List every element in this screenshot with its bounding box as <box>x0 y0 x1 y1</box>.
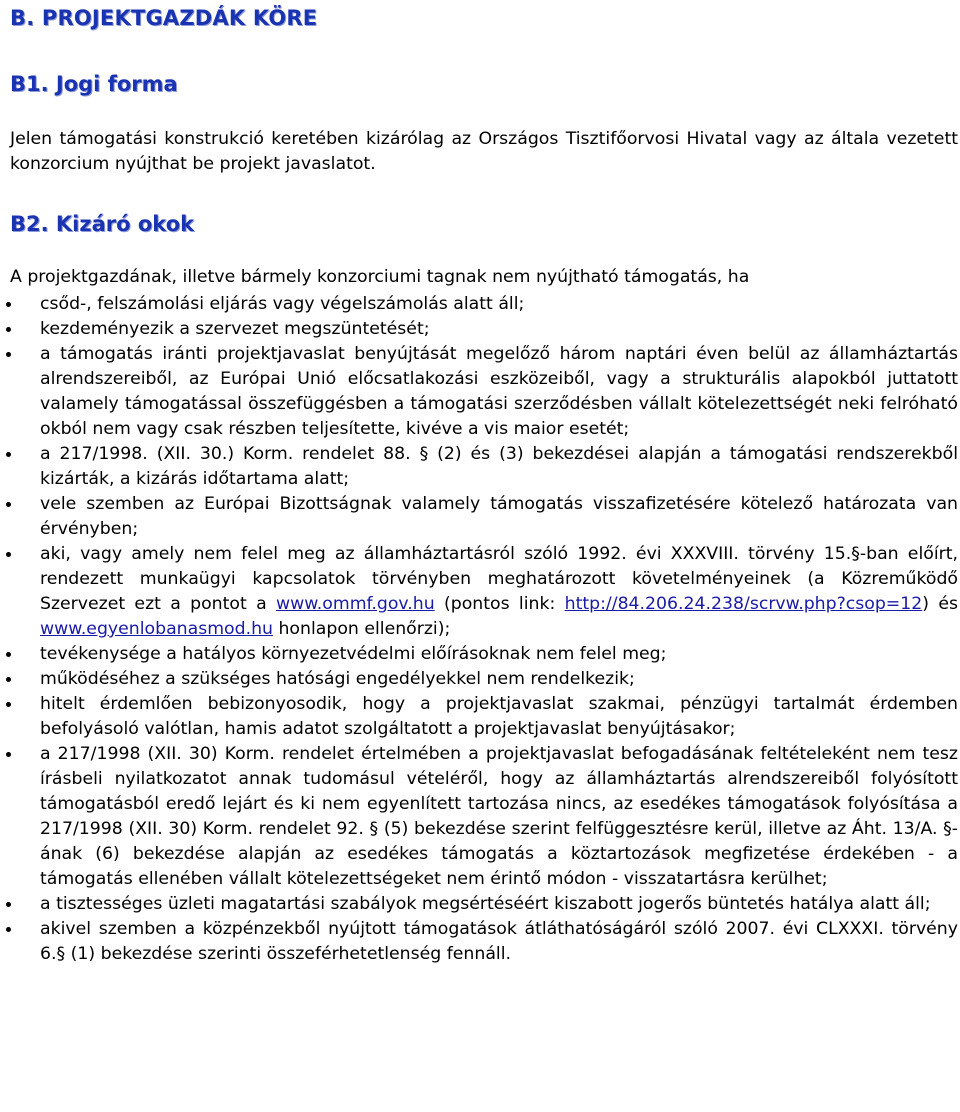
list-item-text: csőd-, felszámolási eljárás vagy végelszámolás alatt áll; <box>40 294 525 314</box>
exclusion-list <box>0 292 958 967</box>
bullet-icon <box>6 642 12 667</box>
list-item-text-part: honlapon ellenőrzi); <box>272 619 451 639</box>
list-item <box>0 292 958 317</box>
heading-kizaro-okok: B2. Kizáró okok <box>10 212 195 236</box>
list-item <box>0 342 958 442</box>
bullet-icon <box>6 742 12 767</box>
egyenlobanasmod-link[interactable]: www.egyenlobanasmod.hu <box>40 619 273 639</box>
list-item <box>0 317 958 342</box>
ommf-link[interactable]: www.ommf.gov.hu <box>275 594 435 614</box>
paragraph-jogi-forma: Jelen támogatási konstrukció keretében kizárólag az Országos Tisztifőorvosi Hivatal vagy az általa vezetett konzorcium nyújthat be projekt javaslatot. <box>10 129 958 174</box>
list-item <box>0 667 958 692</box>
bullet-icon <box>6 492 12 517</box>
list-item-text: akivel szemben a közpénzekből nyújtott támogatások átláthatóságáról szóló 2007. évi CLXXXI. törvény 6.§ (1) bekezdése szerinti összeférhetetlenség fennáll. <box>40 919 958 964</box>
bullet-icon <box>6 342 12 367</box>
list-item <box>0 742 958 892</box>
scrvw-link[interactable]: http://84.206.24.238/scrvw.php?csop=12 <box>564 594 923 614</box>
bullet-icon <box>6 917 12 942</box>
section-title: B. PROJEKTGAZDÁK KÖRE <box>10 6 318 30</box>
list-item-text: a tisztességes üzleti magatartási szabályok megsértéséért kiszabott jogerős büntetés hatálya alatt áll; <box>40 894 931 914</box>
list-item-text: a 217/1998 (XII. 30) Korm. rendelet értelmében a projektjavaslat befogadásának feltételeként nem tesz írásbeli nyilatkozatot annak tudomásul vételéről, hogy az államháztartás alrendszereiből folyósított támogatásból eredő lejárt és ki nem egyenlített tartozása nincs, az esedékes támogatások folyósítása a 217/1998 (XII. 30) Korm. rendelet 92. § (5) bekezdése szerint felfüggesztésre kerül, illetve az Áht. 13/A. §-ának (6) bekezdése alapján az esedékes támogatás a köztartozások megfizetése érdekében - a támogatás ellenében vállalt kötelezettségeket nem érintő módon - visszatartásra kerülhet; <box>40 744 958 889</box>
list-item-text: kezdeményezik a szervezet megszüntetését; <box>40 319 430 339</box>
bullet-icon <box>6 892 12 917</box>
list-item <box>0 642 958 667</box>
list-item <box>0 492 958 542</box>
list-item-text: a támogatás iránti projektjavaslat benyújtását megelőző három naptári éven belül az államháztartás alrendszereiből, az Európai Unió előcsatlakozási eszközeiből, vagy a strukturális alapokból juttatott valamely támogatással összefüggésben a támogatási szerződésben vállalt kötelezettségét neki felróható okból nem vagy csak részben teljesítette, kivéve a vis maior esetét; <box>40 344 958 439</box>
list-item-text: a 217/1998. (XII. 30.) Korm. rendelet 88. § (2) és (3) bekezdései alapján a támogatási rendszerekből kizárták, a kizárás időtartama alatt; <box>40 444 958 489</box>
list-item-text: vele szemben az Európai Bizottságnak valamely támogatás visszafizetésére kötelező határozata van érvényben; <box>40 494 958 539</box>
bullet-icon <box>6 442 12 467</box>
list-item-munkaugyi <box>0 542 958 642</box>
list-item <box>0 442 958 492</box>
bullet-icon <box>6 667 12 692</box>
heading-jogi-forma: B1. Jogi forma <box>10 72 178 96</box>
paragraph-kizaro-intro: A projektgazdának, illetve bármely konzorciumi tagnak nem nyújtható támogatás, ha <box>10 267 750 287</box>
list-item-text: működéséhez a szükséges hatósági engedélyekkel nem rendelkezik; <box>40 669 635 689</box>
bullet-icon <box>6 692 12 717</box>
bullet-icon <box>6 317 12 342</box>
list-item-text: tevékenysége a hatályos környezetvédelmi előírásoknak nem felel meg; <box>40 644 667 664</box>
list-item-text-part: aki, vagy amely nem felel meg az államháztartásról szóló 1992. évi XXXVIII. törvény 15.§-ban előírt, rendezett munkaügyi kapcsolatok törvényben meghatározott követelményeinek (a Közreműködő Szervezet ezt a pontot a <box>40 544 958 614</box>
bullet-icon <box>6 542 12 567</box>
list-item-text: hitelt érdemlően bebizonyosodik, hogy a projektjavaslat szakmai, pénzügyi tartalmát érdemben befolyásoló valótlan, hamis adatot szolgáltatott a projektjavaslat benyújtásakor; <box>40 694 958 739</box>
list-item <box>0 692 958 742</box>
list-item <box>0 892 958 917</box>
list-item-text-part: (pontos link: <box>434 594 565 614</box>
list-item <box>0 917 958 967</box>
bullet-icon <box>6 292 12 317</box>
list-item-text-part: ) és <box>922 594 958 614</box>
